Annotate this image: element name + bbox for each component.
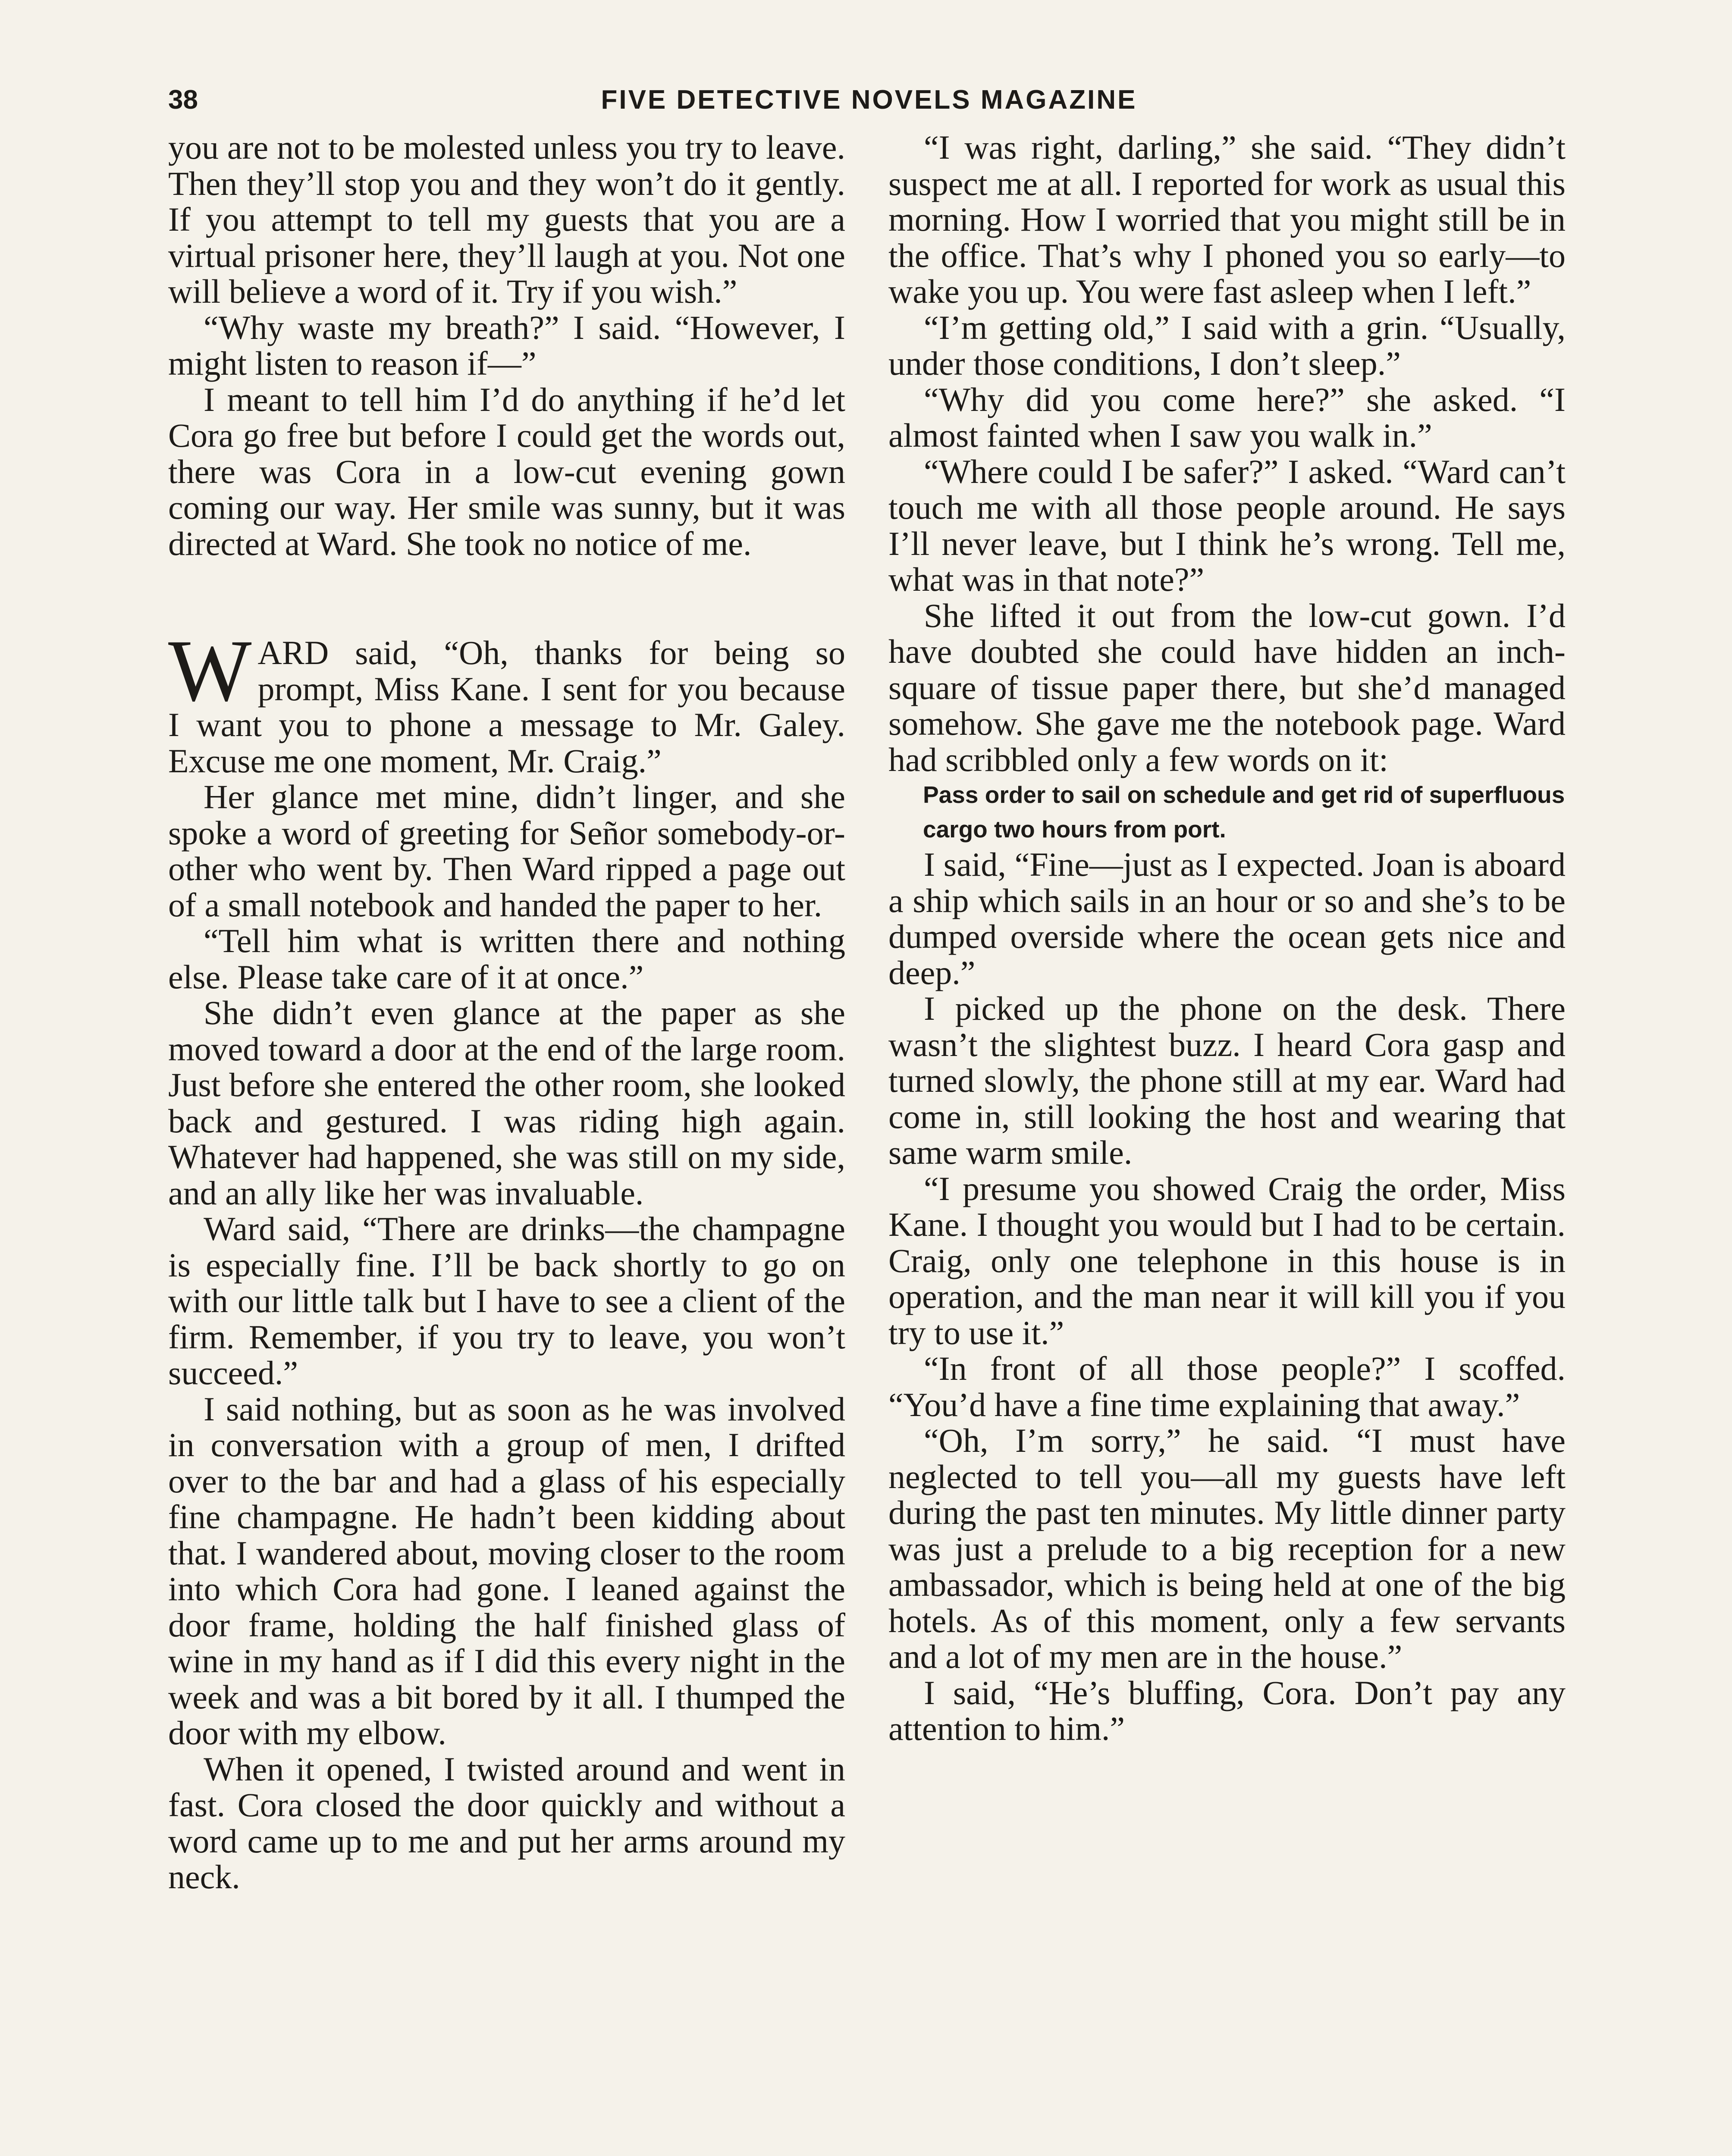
paragraph-text: ARD said, “Oh, thanks for being so prompt, Miss Kane. I sent for you because I want you to phone a message to Mr. Galey. Excuse me one moment, Mr. Craig.”: [168, 634, 845, 780]
drop-cap: W: [168, 622, 252, 720]
paragraph: “Tell him what is written there and nothing else. Please take care of it at once.”: [168, 922, 845, 996]
section-opening-paragraph: [168, 622, 845, 780]
paragraph: I said, “He’s bluffing, Cora. Don’t pay any attention to him.”: [888, 1673, 1566, 1747]
paragraph: “I presume you showed Craig the order, Miss Kane. I thought you would but I had to be certain. Craig, only one telephone in this house is in operation, and the man near it will kill you if you try to use it.”: [888, 1169, 1566, 1351]
paragraph: “Why waste my breath?” I said. “However, I might listen to reason if—”: [168, 308, 845, 382]
paragraph: “In front of all those people?” I scoffed. “You’d have a fine time explaining that away.”: [888, 1350, 1566, 1423]
paragraph: I said, “Fine—just as I expected. Joan is aboard a ship which sails in an hour or so and she’s to be dumped overside where the ocean gets nice and deep.”: [888, 846, 1566, 991]
paragraph: you are not to be molested unless you try to leave. Then they’ll stop you and they won’t do it gently. If you attempt to tell my guests that you are a virtual prisoner here, they’ll laugh at you. Not one will believe a word of it. Try if you wish.”: [168, 128, 845, 310]
paragraph: “I’m getting old,” I said with a grin. “Usually, under those conditions, I don’t sleep.”: [888, 308, 1566, 382]
paragraph: I picked up the phone on the desk. There wasn’t the slightest buzz. I heard Cora gasp and turned slowly, the phone still at my ear. Ward had come in, still looking the host and wearing that same warm smile.: [888, 990, 1566, 1171]
paragraph: “I was right, darling,” she said. “They didn’t suspect me at all. I reported for work as usual this morning. How I worried that you might still be in the office. That’s why I phoned you so early—to wake you up. You were fast asleep when I left.”: [888, 128, 1566, 310]
running-title: FIVE DETECTIVE NOVELS MAGAZINE: [601, 85, 1137, 115]
paragraph: “Oh, I’m sorry,” he said. “I must have neglected to tell you—all my guests have left during the past ten minutes. My little dinner party was just a prelude to a big reception for a new ambassador, which is being held at one of the big hotels. As of this moment, only a few servants and a lot of my men are in the house.”: [888, 1422, 1566, 1675]
paragraph: Her glance met mine, didn’t linger, and she spoke a word of greeting for Señor somebody-or-other who went by. Then Ward ripped a page out of a small notebook and handed the paper to her.: [168, 778, 845, 924]
page-header: [168, 78, 1570, 126]
paragraph: “Where could I be safer?” I asked. “Ward can’t touch me with all those people around. He says I’ll never leave, but I think he’s wrong. Tell me, what was in that note?”: [888, 452, 1566, 598]
right-column: [888, 129, 1566, 1747]
paragraph: She didn’t even glance at the paper as she moved toward a door at the end of the large room. Just before she entered the other room, she looked back and gestured. I was riding high again. Whatever had happened, she was still on my side, and an ally like her was invaluable.: [168, 994, 845, 1212]
paragraph: I meant to tell him I’d do anything if he’d let Cora go free but before I could get the words out, there was Cora in a low-cut evening gown coming our way. Her smile was sunny, but it was directed at Ward. She took no notice of me.: [168, 380, 845, 562]
paragraph: “Why did you come here?” she asked. “I almost fainted when I saw you walk in.”: [888, 380, 1566, 454]
note-quote: Pass order to sail on schedule and get rid of superfluous cargo two hours from port.: [923, 781, 1565, 843]
paragraph: Ward said, “There are drinks—the champagne is especially fine. I’ll be back shortly to go on with our little talk but I have to see a client of the firm. Remember, if you try to leave, you won’t succeed.”: [168, 1210, 845, 1391]
paragraph: She lifted it out from the low-cut gown. I’d have doubted she could have hidden an inch-square of tissue paper there, but she’d managed somehow. She gave me the notebook page. Ward had scribbled only a few words on it:: [888, 596, 1566, 778]
left-column: [168, 129, 845, 1895]
paragraph: When it opened, I twisted around and went in fast. Cora closed the door quickly and without a word came up to me and put her arms around my neck.: [168, 1750, 845, 1896]
paragraph: I said nothing, but as soon as he was involved in conversation with a group of men, I drifted over to the bar and had a glass of his especially fine champagne. He hadn’t been kidding about that. I wandered about, moving closer to the room into which Cora had gone. I leaned against the door frame, holding the half finished glass of wine in my hand as if I did this every night in the week and was a bit bored by it all. I thumped the door with my elbow.: [168, 1390, 845, 1752]
page-number: 38: [168, 85, 198, 115]
